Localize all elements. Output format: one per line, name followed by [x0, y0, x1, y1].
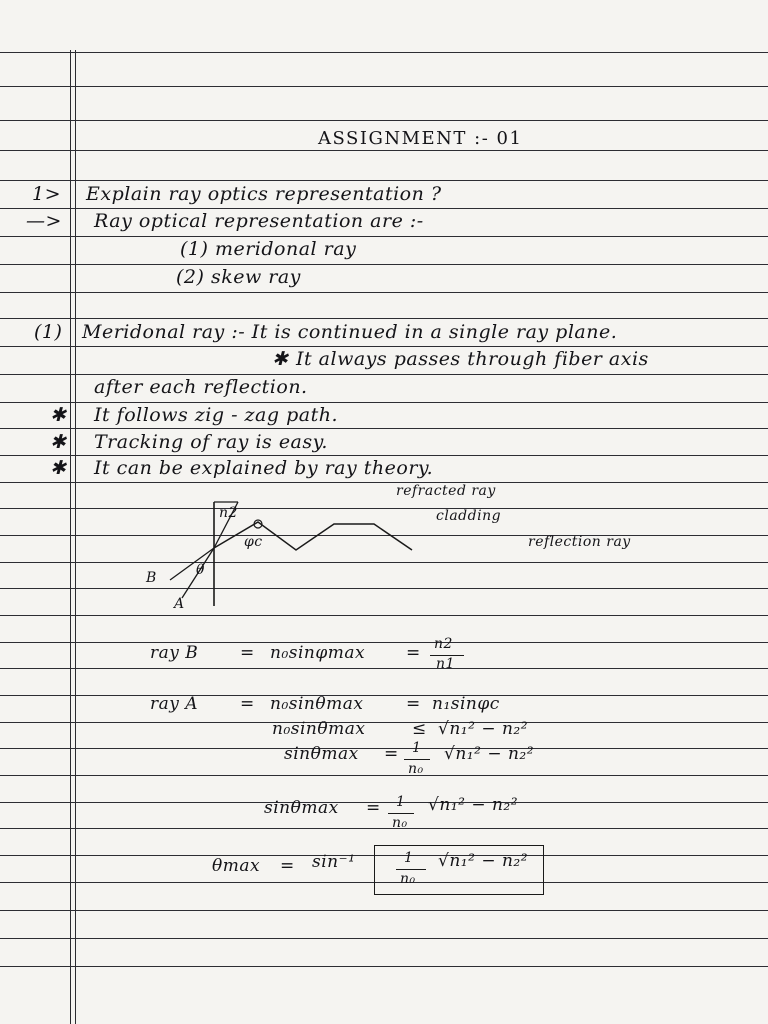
diagram-label-b: B: [146, 570, 157, 586]
eq-line6-num: 1: [404, 850, 414, 866]
eq-rayb-den: n1: [436, 656, 455, 672]
eq-raya-eq: =: [240, 694, 255, 714]
answer-list-item: (1) meridonal ray: [180, 238, 357, 260]
bullet-star: ✱: [50, 431, 67, 453]
diagram-label-n2: n2: [219, 505, 238, 521]
fraction-bar: [396, 869, 426, 870]
bullet-text: It can be explained by ray theory.: [94, 457, 434, 479]
diagram-label-phic: φc: [244, 534, 263, 550]
diagram-label-a: A: [174, 596, 185, 612]
bullet-text: Tracking of ray is easy.: [94, 431, 328, 453]
eq-raya-rhs: n₁sinφc: [432, 694, 500, 714]
eq-line5-rhs: √n₁² − n₂²: [428, 795, 519, 815]
eq-line6-lhs: θmax: [212, 856, 261, 876]
eq-line6-rhs: √n₁² − n₂²: [438, 851, 529, 871]
bullet-text: It follows zig - zag path.: [94, 404, 338, 426]
answer-list-item: (2) skew ray: [176, 266, 301, 288]
section-heading: Meridonal ray :- It is continued in a single ray plane.: [82, 321, 618, 343]
fraction-bar: [404, 759, 430, 760]
bullet-star: ✱: [50, 457, 67, 479]
eq-rayb-num: n2: [434, 636, 453, 652]
eq-line3-lhs: n₀sinθmax: [272, 719, 366, 739]
diagram-label-cladding: cladding: [436, 508, 502, 524]
ray-b-line: [170, 548, 214, 580]
eq-raya-eq2: =: [406, 694, 421, 714]
diagram-label-reflection: reflection ray: [528, 534, 631, 550]
section-label: (1): [34, 321, 63, 343]
eq-line5-lhs: sinθmax: [264, 798, 339, 818]
eq-line4-rhs: √n₁² − n₂²: [444, 744, 535, 764]
point-text-cont: after each reflection.: [94, 376, 308, 398]
eq-line4-num: 1: [412, 740, 422, 756]
question-marker: 1>: [32, 183, 62, 205]
eq-line4-den: n₀: [408, 761, 424, 777]
eq-line6-den: n₀: [400, 871, 416, 887]
point-text: It always passes through fiber axis: [296, 348, 649, 370]
eq-rayb-eq2: =: [406, 643, 421, 663]
eq-raya-lhs: ray A: [150, 694, 199, 714]
fraction-bar: [388, 813, 414, 814]
eq-line6-fn: sin⁻¹: [312, 852, 356, 872]
eq-line3-rhs: √n₁² − n₂²: [438, 719, 529, 739]
eq-line5-op: =: [366, 798, 381, 818]
eq-line5-num: 1: [396, 794, 406, 810]
answer-arrow: —>: [26, 210, 62, 232]
eq-line4-op: =: [384, 744, 399, 764]
eq-rayb-mid: n₀sinφmax: [270, 643, 366, 663]
page-title: ASSIGNMENT :- 01: [318, 128, 523, 149]
eq-line4-lhs: sinθmax: [284, 744, 359, 764]
eq-line3-op: ≤: [412, 719, 427, 739]
eq-line5-den: n₀: [392, 815, 408, 831]
question-text: Explain ray optics representation ?: [86, 183, 442, 205]
diagram-label-refracted: refracted ray: [396, 483, 496, 499]
bullet-star: ✱: [50, 404, 67, 426]
eq-rayb-eq: =: [240, 643, 255, 663]
answer-intro: Ray optical representation are :-: [94, 210, 424, 232]
point-star: ✱: [272, 348, 289, 370]
diagram-label-theta: θ: [196, 562, 205, 578]
eq-rayb-lhs: ray B: [150, 643, 199, 663]
eq-line6-op: =: [280, 856, 295, 876]
eq-raya-mid: n₀sinθmax: [270, 694, 364, 714]
